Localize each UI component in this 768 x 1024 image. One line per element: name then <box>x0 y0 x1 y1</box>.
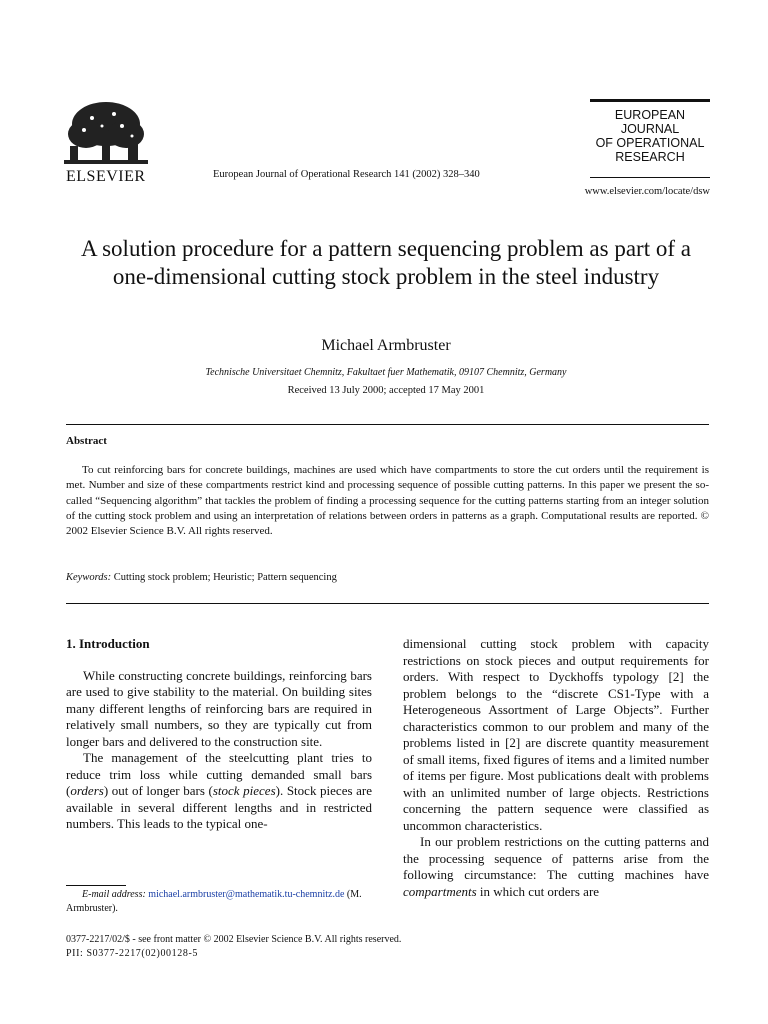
publisher-name: ELSEVIER <box>66 168 146 185</box>
received-dates: Received 13 July 2000; accepted 17 May 2001 <box>287 385 485 396</box>
abstract-heading: Abstract <box>66 435 107 447</box>
abstract-text: To cut reinforcing bars for concrete buildings, machines are used which have compartments to store the cut orders until the requirement is met. Number and size of these compartments restrict kind and processing sequence of possible cutting patterns. In this paper we present the so-called “Sequencing algorithm” that tackles the problem of finding a processing sequence for the cutting patterns starting from an integer solution of the cutting stock problem and using an interpretation of relations between orders in patterns as a graph. Computational results are reported. © 2002 Elsevier Science B.V. All rights reserved. <box>66 464 709 538</box>
journal-name-line: OF OPERATIONAL <box>595 136 705 150</box>
journal-url[interactable]: www.elsevier.com/locate/dsw <box>584 186 710 197</box>
section-heading: 1. Introduction <box>66 636 150 651</box>
journal-citation: European Journal of Operational Research 141 (2002) 328–340 <box>213 169 480 180</box>
footnote <box>66 888 376 916</box>
journal-name <box>590 108 710 164</box>
right-column <box>403 636 709 900</box>
divider <box>66 603 709 604</box>
journal-name-line: JOURNAL <box>620 122 680 136</box>
author-email-link[interactable]: michael.armbruster@mathematik.tu-chemnitz.de <box>148 889 345 900</box>
footnote-label: E-mail address: <box>82 889 146 900</box>
paragraph: The management of the steelcutting plant tries to reduce trim loss while cutting demanded small bars (orders) out of longer bars (stock pieces). Stock pieces are available in several different lengths and in restricted numbers. This leads to the typical one- <box>66 750 373 831</box>
keywords-list: Cutting stock problem; Heuristic; Pattern sequencing <box>113 572 337 583</box>
copyright-line: 0377-2217/02/$ - see front matter © 2002 Elsevier Science B.V. All rights reserved. <box>66 934 402 945</box>
left-column <box>66 636 372 833</box>
author-name: Michael Armbruster <box>321 337 451 354</box>
paragraph: dimensional cutting stock problem with capacity restrictions on stock pieces and output requirements for orders. With respect to Dyckhoffs typology [2] the problem belongs to the “discrete CS1-Type with a Heterogeneous Assortment of Large Objects”. Further characteristics common to our problem and many of the problems listed in [2] are discrete quantity measurement of small items, fixed figures of items and a limited number of items per figure. Most publications dealt with problems with an unlimited number of large objects. Restrictions concerning the pattern sequence were classified as uncommon characteristics. <box>403 636 709 833</box>
article-title: A solution procedure for a pattern sequencing problem as part of a one-dimensional cutting stock problem in the steel industry <box>81 236 691 289</box>
paragraph: While constructing concrete buildings, reinforcing bars are used to give stability to the material. On building sites many different lengths of reinforcing bars are required in relatively small numbers, so they are typically cut from longer bars and delivered to the construction site. <box>66 667 372 749</box>
author-affiliation: Technische Universitaet Chemnitz, Fakultaet fuer Mathematik, 09107 Chemnitz, Germany <box>205 367 567 378</box>
divider <box>66 424 709 425</box>
keywords-label: Keywords: <box>66 572 112 583</box>
footnote-suffix: (M. Armbruster). <box>66 889 362 914</box>
keywords <box>66 572 337 583</box>
journal-title-rule <box>590 177 710 178</box>
footnote-rule <box>66 885 126 886</box>
pii-line: PII: S0377-2217(02)00128-5 <box>66 948 198 959</box>
journal-name-line: EUROPEAN <box>614 108 686 122</box>
journal-title-bar <box>590 99 710 102</box>
journal-name-line: RESEARCH <box>615 150 685 164</box>
paragraph: In our problem restrictions on the cutting patterns and the processing sequence of patterns arise from the following circumstance: The cutting machines have compartments in which cut orders are <box>403 834 709 899</box>
